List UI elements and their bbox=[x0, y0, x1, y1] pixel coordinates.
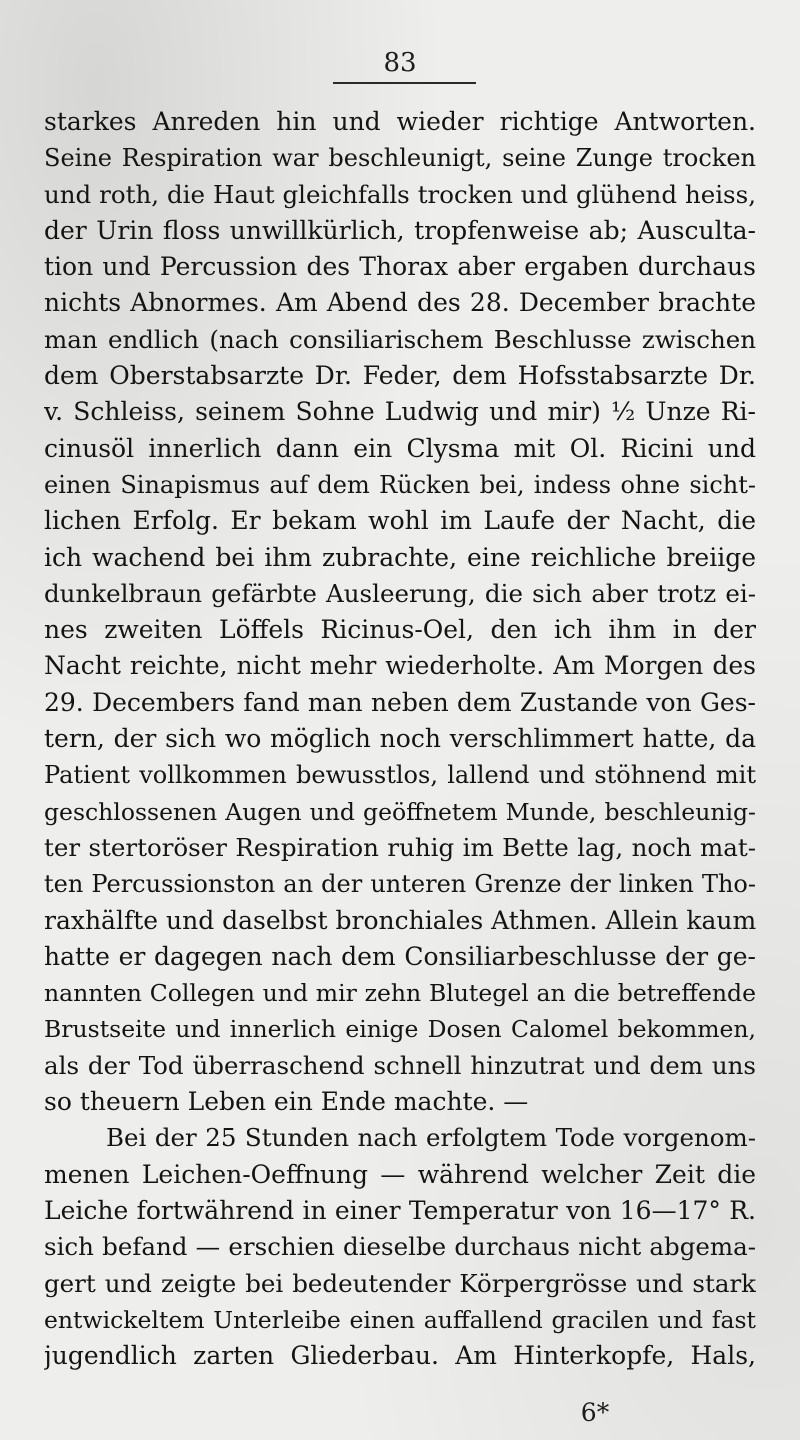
paragraph-end-line: so theuern Leben ein Ende machte. — bbox=[44, 1087, 529, 1117]
text-line: cinusöl innerlich dann ein Clysma mit Ol. Ricini und bbox=[44, 433, 756, 463]
text-line: Brustseite und innerlich einige Dosen Calomel bekommen, bbox=[44, 1015, 756, 1044]
text-line: Nacht reichte, nicht mehr wiederholte. Am Morgen des bbox=[44, 651, 756, 681]
text-line: hatte er dagegen nach dem Consiliarbeschlusse der ge- bbox=[44, 941, 756, 971]
text-line: sich befand — erschien dieselbe durchaus nicht abgema- bbox=[44, 1232, 756, 1262]
text-line: Patient vollkommen bewusstlos, lallend und stöhnend mit bbox=[44, 761, 756, 790]
text-line: ten Percussionston an der unteren Grenze der linken Tho- bbox=[44, 870, 756, 899]
page-number: 83 bbox=[383, 48, 417, 78]
text-line: ter stertoröser Respiration ruhig im Bette lag, noch mat- bbox=[44, 832, 756, 862]
signature-mark: 6* bbox=[580, 1398, 610, 1427]
text-line: dunkelbraun gefärbte Ausleerung, die sich aber trotz ei- bbox=[44, 578, 756, 608]
text-line: geschlossenen Augen und geöffnetem Munde, beschleunig- bbox=[44, 797, 756, 826]
text-line: jugendlich zarten Gliederbau. Am Hinterkopfe, Hals, bbox=[44, 1341, 756, 1371]
text-line: lichen Erfolg. Er bekam wohl im Laufe der Nacht, die bbox=[44, 506, 756, 536]
text-line: gert und zeigte bei bedeutender Körpergrösse und stark bbox=[44, 1268, 756, 1298]
text-line: nannten Collegen und mir zehn Blutegel an die betreffende bbox=[44, 979, 756, 1008]
text-line: der Urin floss unwillkürlich, tropfenweise ab; Ausculta- bbox=[44, 215, 756, 245]
text-line: Leiche fortwährend in einer Temperatur von 16—17° R. bbox=[44, 1195, 756, 1225]
text-line: nichts Abnormes. Am Abend des 28. December brachte bbox=[44, 288, 756, 318]
text-line: entwickeltem Unterleibe einen auffallend gracilen und fast bbox=[44, 1305, 756, 1334]
text-line: raxhälfte und daselbst bronchiales Athmen. Allein kaum bbox=[44, 905, 756, 935]
text-line: menen Leichen-Oeffnung — während welcher Zeit die bbox=[44, 1159, 756, 1189]
text-line: nes zweiten Löffels Ricinus-Oel, den ich ihm in der bbox=[44, 615, 756, 645]
text-line: 29. Decembers fand man neben dem Zustande von Ges- bbox=[44, 687, 756, 717]
text-line: als der Tod überraschend schnell hinzutrat und dem uns bbox=[44, 1050, 756, 1080]
text-line: tion und Percussion des Thorax aber ergaben durchaus bbox=[44, 252, 756, 282]
header-rule bbox=[333, 82, 476, 84]
body-text bbox=[44, 104, 756, 1374]
text-line: v. Schleiss, seinem Sohne Ludwig und mir) ½ Unze Ri- bbox=[44, 397, 756, 427]
text-line: ich wachend bei ihm zubrachte, eine reichliche breiige bbox=[44, 542, 756, 572]
text-line: tern, der sich wo möglich noch verschlimmert hatte, da bbox=[44, 724, 756, 754]
text-line: Seine Respiration war beschleunigt, seine Zunge trocken bbox=[44, 144, 756, 173]
text-line: einen Sinapismus auf dem Rücken bei, indess ohne sicht- bbox=[44, 470, 756, 499]
text-line: dem Oberstabsarzte Dr. Feder, dem Hofsstabsarzte Dr. bbox=[44, 361, 756, 391]
text-line: man endlich (nach consiliarischem Beschlusse zwischen bbox=[44, 324, 756, 354]
paragraph-start-line: Bei der 25 Stunden nach erfolgtem Tode vorgenom- bbox=[106, 1123, 756, 1153]
text-line: und roth, die Haut gleichfalls trocken und glühend heiss, bbox=[44, 179, 756, 209]
text-line: starkes Anreden hin und wieder richtige Antworten. bbox=[44, 107, 756, 136]
